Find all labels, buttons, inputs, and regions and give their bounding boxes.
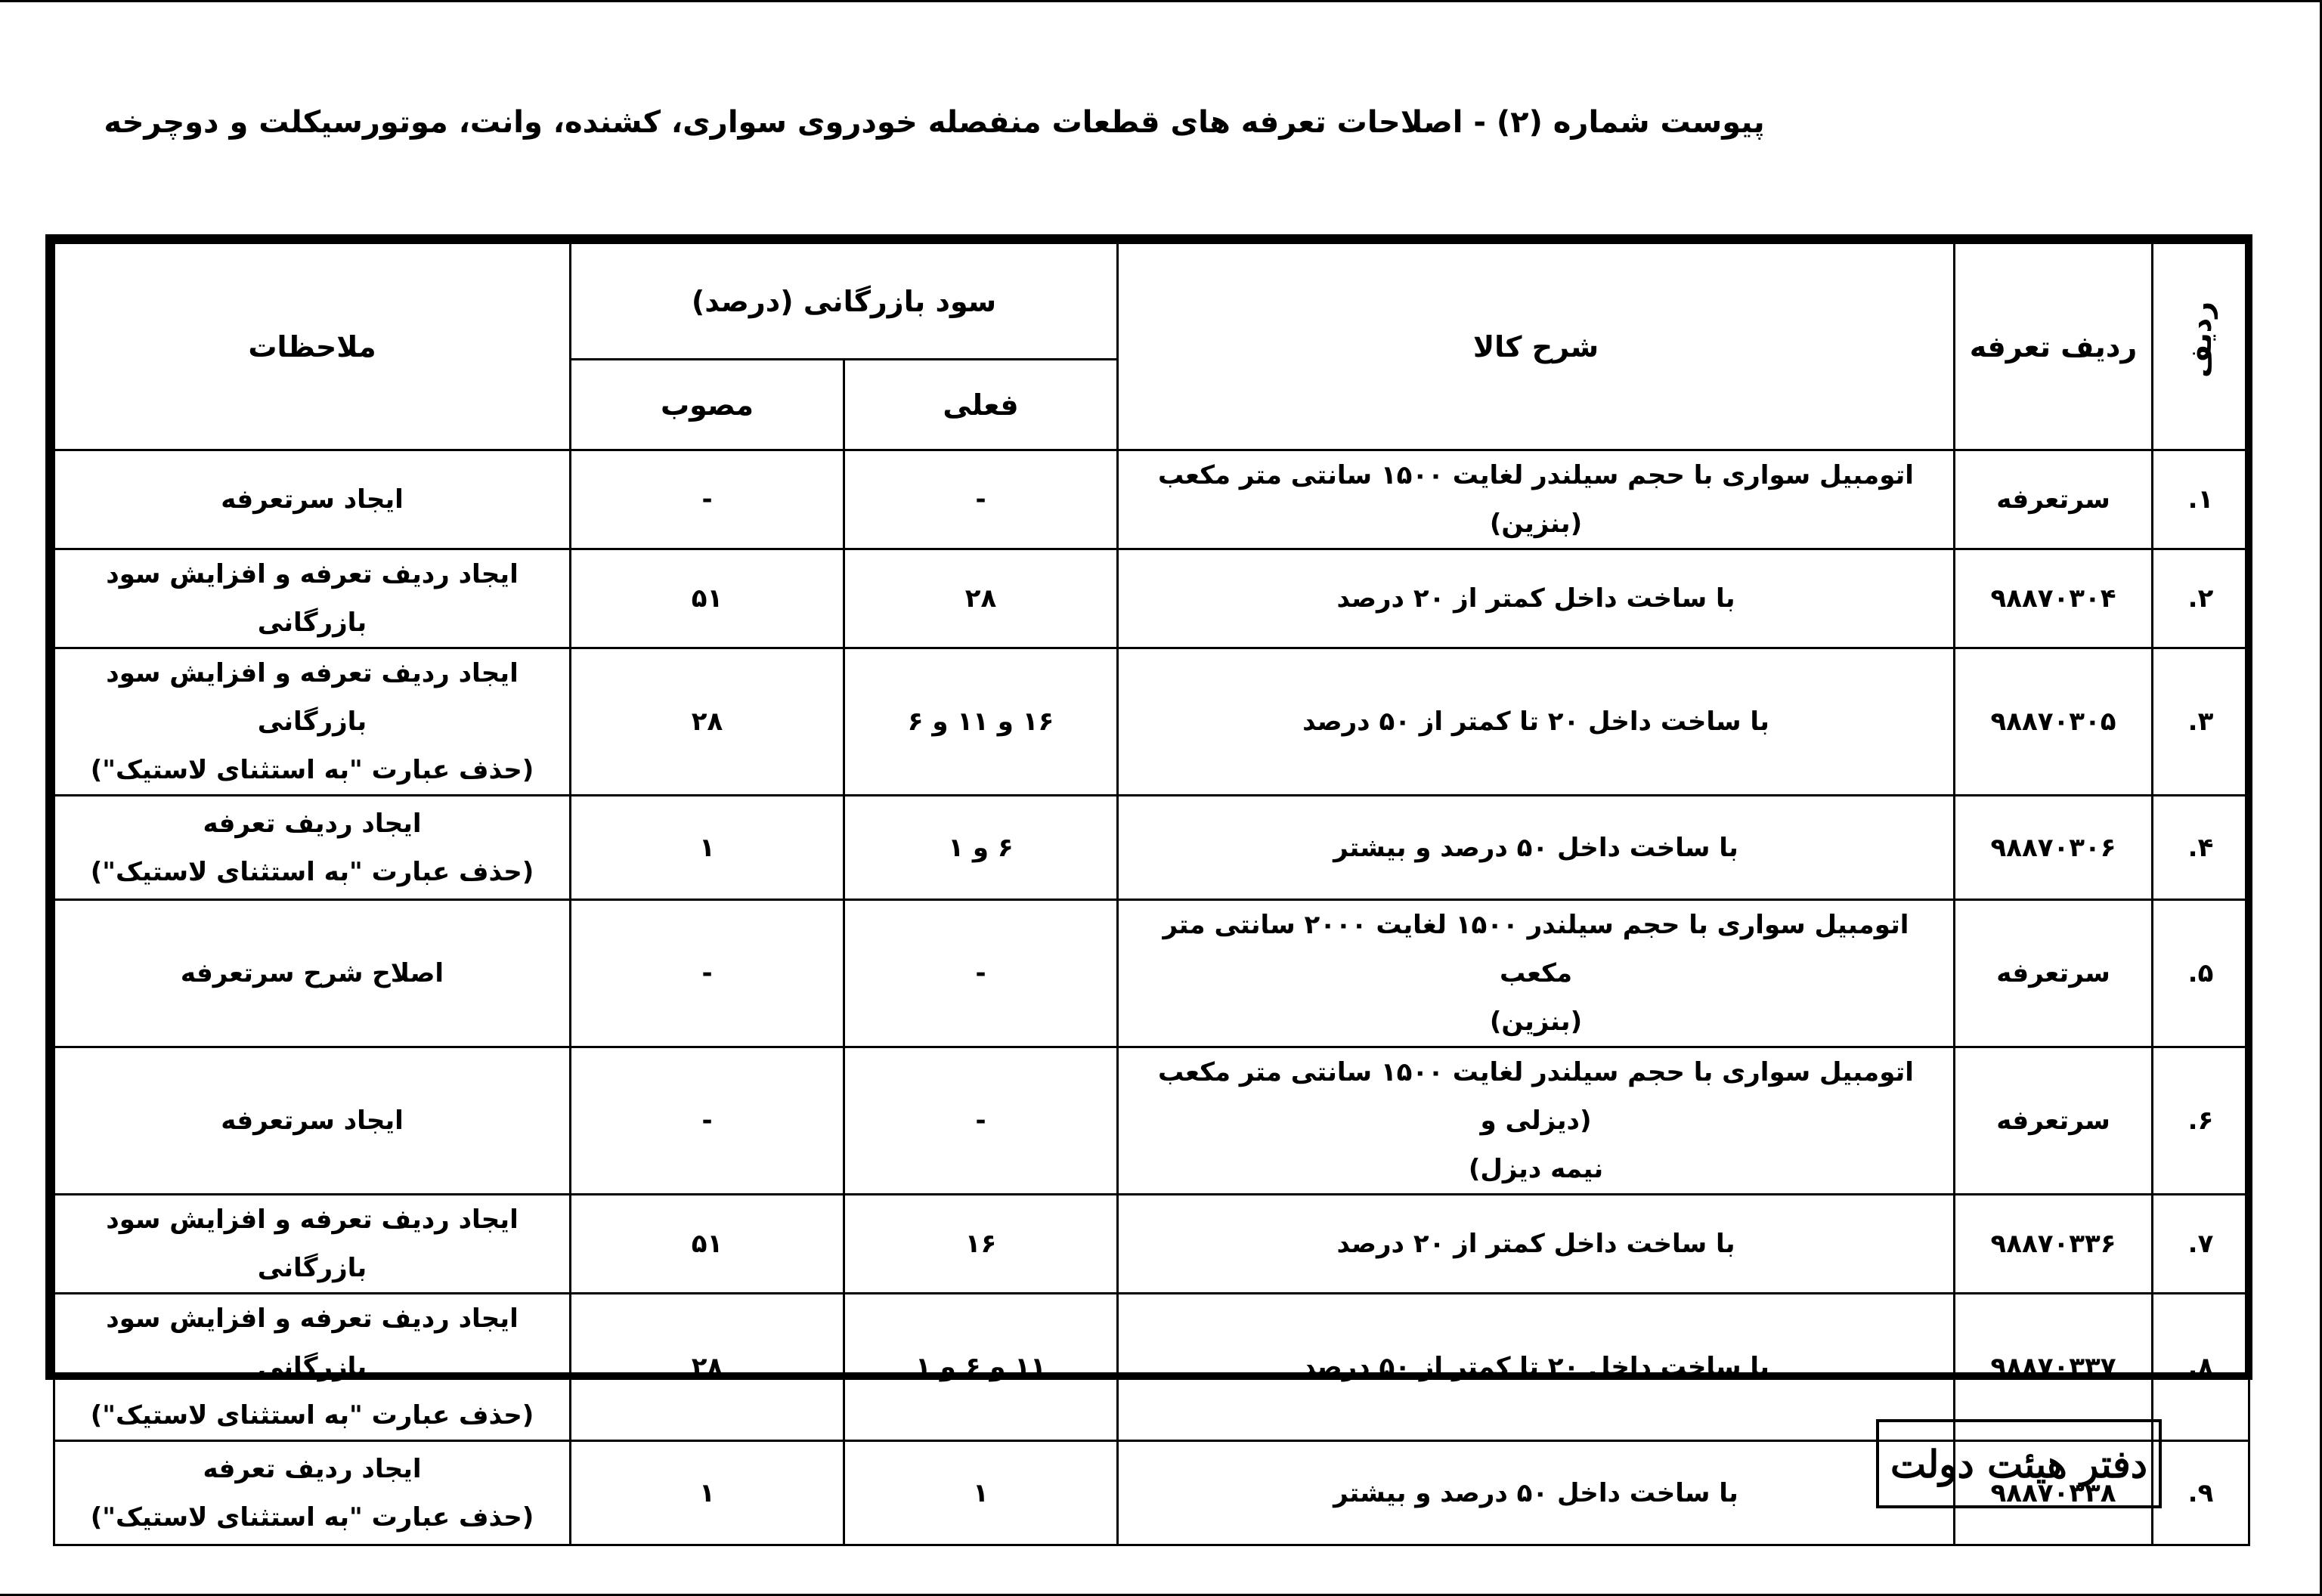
row-number-cell bbox=[2153, 1294, 2249, 1441]
current-profit-cell bbox=[844, 1195, 1118, 1294]
notes-cell bbox=[54, 1294, 571, 1441]
tariff-code: ۹۸۸۷۰۳۰۵ bbox=[1990, 707, 2116, 737]
row-number-cell bbox=[2153, 796, 2249, 900]
current-profit-cell bbox=[844, 450, 1118, 549]
current-profit-cell bbox=[844, 549, 1118, 648]
office-stamp bbox=[1876, 1419, 2162, 1508]
notes-line-2: (حذف عبارت "به استثنای لاستیک") bbox=[90, 1502, 534, 1533]
tariff-code-cell bbox=[1955, 648, 2153, 796]
office-stamp-text: دفتر هیئت دولت bbox=[1890, 1441, 2148, 1486]
notes-line-1: ایجاد سرتعرفه bbox=[221, 1106, 404, 1136]
current-profit-cell bbox=[844, 1047, 1118, 1195]
notes-line-1: ایجاد ردیف تعرفه و افزایش سود بازرگانی bbox=[106, 658, 519, 737]
description-line-1: با ساخت داخل ۲۰ تا کمتر از ۵۰ درصد bbox=[1302, 1352, 1769, 1382]
row-number-cell bbox=[2153, 1441, 2249, 1545]
tariff-code-cell bbox=[1955, 450, 2153, 549]
row-number: ۶. bbox=[2187, 1106, 2214, 1136]
header-commercial-profit: سود بازرگانی (درصد) bbox=[571, 243, 1118, 360]
current-profit: ۱۶ و ۱۱ و ۶ bbox=[907, 707, 1054, 737]
current-profit-cell bbox=[844, 900, 1118, 1047]
table-body bbox=[54, 450, 2249, 1545]
header-radif-label: ردیف bbox=[2184, 301, 2218, 378]
notes-line-2: (حذف عبارت "به استثنای لاستیک") bbox=[90, 755, 534, 785]
current-profit: ۱۱ و ۶ و ۱ bbox=[915, 1352, 1046, 1382]
header-radif bbox=[2153, 243, 2249, 450]
tariff-code: ۹۸۸۷۰۳۳۶ bbox=[1990, 1229, 2116, 1259]
description-line-1: با ساخت داخل ۲۰ تا کمتر از ۵۰ درصد bbox=[1302, 707, 1769, 737]
row-number: ۹. bbox=[2187, 1477, 2214, 1508]
notes-line-1: ایجاد ردیف تعرفه و افزایش سود بازرگانی bbox=[106, 1205, 519, 1283]
description-cell bbox=[1118, 549, 1955, 648]
description-cell bbox=[1118, 1441, 1955, 1545]
notes-line-2: (حذف عبارت "به استثنای لاستیک") bbox=[90, 1400, 534, 1431]
tariff-code: سرتعرفه bbox=[1996, 958, 2110, 988]
tariff-code: سرتعرفه bbox=[1996, 484, 2110, 515]
row-number-cell bbox=[2153, 1047, 2249, 1195]
table-row bbox=[54, 549, 2249, 648]
header-approved: مصوب bbox=[571, 360, 844, 450]
row-number: ۷. bbox=[2187, 1229, 2214, 1259]
description-line-1: با ساخت داخل ۵۰ درصد و بیشتر bbox=[1333, 1477, 1738, 1508]
description-line-1: اتومبیل سواری با حجم سیلندر ۱۵۰۰ لغایت ۲۰۰۰ سانتی متر مکعب bbox=[1163, 910, 1909, 988]
approved-profit: - bbox=[701, 1106, 713, 1136]
current-profit: ۱۶ bbox=[964, 1229, 997, 1259]
approved-profit: ۱ bbox=[699, 1477, 715, 1508]
tariff-code-cell bbox=[1955, 549, 2153, 648]
approved-profit: ۱ bbox=[699, 832, 715, 863]
row-number-cell bbox=[2153, 900, 2249, 1047]
current-profit-cell bbox=[844, 1294, 1118, 1441]
description-cell bbox=[1118, 900, 1955, 1047]
row-number: ۱. bbox=[2187, 484, 2214, 515]
tariff-code: ۹۸۸۷۰۳۳۸ bbox=[1990, 1477, 2116, 1508]
notes-line-1: ایجاد سرتعرفه bbox=[221, 484, 404, 515]
approved-profit: - bbox=[701, 958, 713, 988]
document-title: پیوست شماره (۲) - اصلاحات تعرفه های قطعات منفصله خودروی سواری، کشنده، وانت، موتورسیکلت و دوچرخه bbox=[104, 105, 1765, 140]
tariff-code: ۹۸۸۷۰۳۰۶ bbox=[1990, 832, 2116, 863]
approved-profit-cell bbox=[571, 796, 844, 900]
description-line-1: اتومبیل سواری با حجم سیلندر لغایت ۱۵۰۰ سانتی متر مکعب (دیزلی و bbox=[1158, 1057, 1914, 1136]
row-number: ۴. bbox=[2187, 832, 2214, 863]
approved-profit: - bbox=[701, 484, 713, 515]
current-profit: ۶ و ۱ bbox=[948, 832, 1014, 863]
approved-profit-cell bbox=[571, 1441, 844, 1545]
approved-profit: ۲۸ bbox=[691, 707, 723, 737]
table-row bbox=[54, 900, 2249, 1047]
description-cell bbox=[1118, 450, 1955, 549]
notes-line-1: ایجاد ردیف تعرفه و افزایش سود بازرگانی bbox=[106, 1304, 519, 1382]
description-line-1: اتومبیل سواری با حجم سیلندر لغایت ۱۵۰۰ سانتی متر مکعب (بنزین) bbox=[1158, 460, 1914, 539]
tariff-code-cell bbox=[1955, 1047, 2153, 1195]
approved-profit-cell bbox=[571, 900, 844, 1047]
row-number-cell bbox=[2153, 450, 2249, 549]
notes-line-2: (حذف عبارت "به استثنای لاستیک") bbox=[90, 856, 534, 887]
current-profit: ۱ bbox=[973, 1477, 989, 1508]
description-cell bbox=[1118, 1294, 1955, 1441]
notes-cell bbox=[54, 1195, 571, 1294]
description-line-1: با ساخت داخل کمتر از ۲۰ درصد bbox=[1336, 1229, 1735, 1259]
description-line-1: با ساخت داخل کمتر از ۲۰ درصد bbox=[1336, 583, 1735, 614]
notes-cell bbox=[54, 648, 571, 796]
tariff-code: ۹۸۸۷۰۳۰۴ bbox=[1990, 583, 2116, 614]
notes-cell bbox=[54, 796, 571, 900]
approved-profit: ۵۱ bbox=[691, 583, 723, 614]
row-number: ۲. bbox=[2187, 583, 2214, 614]
notes-line-1: ایجاد ردیف تعرفه bbox=[203, 808, 422, 839]
row-number-cell bbox=[2153, 1195, 2249, 1294]
approved-profit-cell bbox=[571, 549, 844, 648]
current-profit-cell bbox=[844, 648, 1118, 796]
description-line-1: با ساخت داخل ۵۰ درصد و بیشتر bbox=[1333, 832, 1738, 863]
description-cell bbox=[1118, 1047, 1955, 1195]
row-number-cell bbox=[2153, 648, 2249, 796]
approved-profit-cell bbox=[571, 1294, 844, 1441]
current-profit: - bbox=[975, 1106, 986, 1136]
approved-profit: ۵۱ bbox=[691, 1229, 723, 1259]
description-cell bbox=[1118, 648, 1955, 796]
row-number: ۸. bbox=[2187, 1352, 2214, 1382]
approved-profit-cell bbox=[571, 450, 844, 549]
current-profit-cell bbox=[844, 1441, 1118, 1545]
current-profit: - bbox=[975, 958, 986, 988]
notes-line-1: ایجاد ردیف تعرفه و افزایش سود بازرگانی bbox=[106, 559, 519, 638]
row-number: ۵. bbox=[2187, 958, 2214, 988]
header-notes: ملاحظات bbox=[54, 243, 571, 450]
notes-cell bbox=[54, 900, 571, 1047]
notes-line-1: ایجاد ردیف تعرفه bbox=[203, 1453, 422, 1484]
approved-profit-cell bbox=[571, 1047, 844, 1195]
current-profit: - bbox=[975, 484, 986, 515]
tariff-code-cell bbox=[1955, 1195, 2153, 1294]
description-line-2: نیمه دیزل) bbox=[1468, 1154, 1604, 1184]
notes-cell bbox=[54, 1441, 571, 1545]
tariff-table bbox=[53, 242, 2250, 1546]
table-row bbox=[54, 1195, 2249, 1294]
header-tariff-code: ردیف تعرفه bbox=[1955, 243, 2153, 450]
notes-cell bbox=[54, 549, 571, 648]
tariff-code: ۹۸۸۷۰۳۳۷ bbox=[1990, 1352, 2116, 1382]
row-number: ۳. bbox=[2187, 707, 2214, 737]
approved-profit-cell bbox=[571, 1195, 844, 1294]
header-current: فعلی bbox=[844, 360, 1118, 450]
table-row bbox=[54, 648, 2249, 796]
description-cell bbox=[1118, 1195, 1955, 1294]
description-line-2: (بنزین) bbox=[1489, 1007, 1583, 1037]
table-row bbox=[54, 796, 2249, 900]
table-row bbox=[54, 450, 2249, 549]
table-row bbox=[54, 1047, 2249, 1195]
notes-cell bbox=[54, 450, 571, 549]
approved-profit-cell bbox=[571, 648, 844, 796]
tariff-code: سرتعرفه bbox=[1996, 1106, 2110, 1136]
current-profit: ۲۸ bbox=[964, 583, 997, 614]
row-number-cell bbox=[2153, 549, 2249, 648]
approved-profit: ۲۸ bbox=[691, 1352, 723, 1382]
description-cell bbox=[1118, 796, 1955, 900]
page-border-top bbox=[0, 0, 2322, 2]
header-description: شرح کالا bbox=[1118, 243, 1955, 450]
notes-line-1: اصلاح شرح سرتعرفه bbox=[180, 958, 444, 988]
tariff-code-cell bbox=[1955, 796, 2153, 900]
header-row-top bbox=[54, 243, 2249, 360]
notes-cell bbox=[54, 1047, 571, 1195]
tariff-code-cell bbox=[1955, 900, 2153, 1047]
current-profit-cell bbox=[844, 796, 1118, 900]
